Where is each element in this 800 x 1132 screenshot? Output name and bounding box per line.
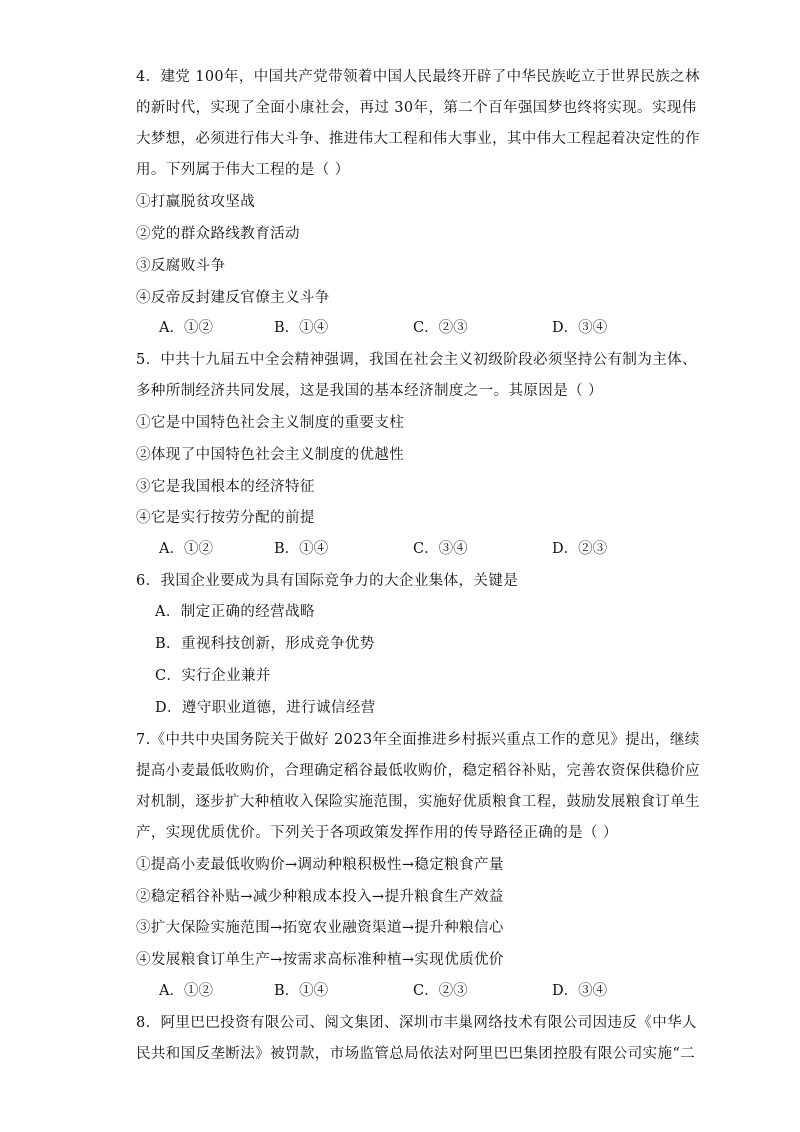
question-4-options [159,318,659,338]
option-a: A．①② [159,983,213,999]
question-4-item: ②党的群众路线教育活动 [136,226,300,242]
question-7-item: ④发展粮食订单生产→按需求高标准种植→实现优质优价 [136,952,504,968]
question-4-stem-line: 用。下列属于伟大工程的是（ ） [136,162,350,178]
question-4-stem-line: 4．建党 100年，中国共产党带领着中国人民最终开辟了中华民族屹立于世界民族之林 [136,69,700,85]
option-c: C．③④ [413,541,468,557]
option-a: A．①② [159,541,213,557]
question-4-item: ④反帝反封建反官僚主义斗争 [136,290,330,306]
question-7-stem-line: 对机制，逐步扩大种植收入保险实施范围，实施好优质粮食工程，鼓励发展粮食订单生 [136,794,700,810]
question-6-choice-c: C．实行企业兼并 [155,668,271,684]
question-6-choice-b: B．重视科技创新，形成竞争优势 [155,636,375,652]
option-c: C．②③ [413,320,468,336]
option-d: D．③④ [552,320,608,336]
question-6-choice-d: D．遵守职业道德，进行诚信经营 [155,700,376,716]
question-5-options [159,539,659,559]
question-5-stem-line: 5．中共十九届五中全会精神强调，我国在社会主义初级阶段必须坚持公有制为主体、 [136,352,697,368]
option-b: B．①④ [274,320,329,336]
option-a: A．①② [159,320,213,336]
question-7-options [159,981,659,1001]
question-7-item: ①提高小麦最低收购价→调动种粮积极性→稳定粮食产量 [136,857,504,873]
question-7-item: ②稳定稻谷补贴→减少种粮成本投入→提升粮食生产效益 [136,889,504,905]
option-b: B．①④ [274,541,329,557]
question-7-stem-line: 7.《中共中央国务院关于做好 2023年全面推进乡村振兴重点工作的意见》提出，继续 [136,732,700,748]
question-8-stem-line: 8．阿里巴巴投资有限公司、阅文集团、深圳市丰巢网络技术有限公司因违反《中华人 [136,1015,697,1031]
option-b: B．①④ [274,983,329,999]
question-5-item: ③它是我国根本的经济特征 [136,479,315,495]
question-4-stem-line: 大梦想，必须进行伟大斗争、推进伟大工程和伟大事业，其中伟大工程起着决定性的作 [136,131,700,147]
question-8-stem-line: 民共和国反垄断法》被罚款，市场监管总局依法对阿里巴巴集团控股有限公司实施“二 [136,1046,696,1062]
option-d: D．③④ [552,983,608,999]
question-6-stem-line: 6．我国企业要成为具有国际竞争力的大企业集体，关键是 [136,573,519,589]
question-5-item: ④它是实行按劳分配的前提 [136,510,315,526]
question-5-stem-line: 多种所制经济共同发展，这是我国的基本经济制度之一。其原因是（ ） [136,383,603,399]
question-7-item: ③扩大保险实施范围→拓宽农业融资渠道→提升种粮信心 [136,920,504,936]
question-4-item: ①打赢脱贫攻坚战 [136,194,256,210]
question-4-stem-line: 的新时代，实现了全面小康社会，再过 30年，第二个百年强国梦也终将实现。实现伟 [136,100,697,116]
question-4-item: ③反腐败斗争 [136,258,226,274]
option-d: D．②③ [552,541,608,557]
question-5-item: ①它是中国特色社会主义制度的重要支柱 [136,415,405,431]
question-6-choice-a: A．制定正确的经营战略 [155,604,315,620]
question-7-stem-line: 提高小麦最低收购价，合理确定稻谷最低收购价，稳定稻谷补贴，完善农资保供稳价应 [136,763,700,779]
option-c: C．②③ [413,983,468,999]
question-7-stem-line: 产，实现优质优价。下列关于各项政策发挥作用的传导路径正确的是（ ） [136,825,618,841]
question-5-item: ②体现了中国特色社会主义制度的优越性 [136,447,405,463]
